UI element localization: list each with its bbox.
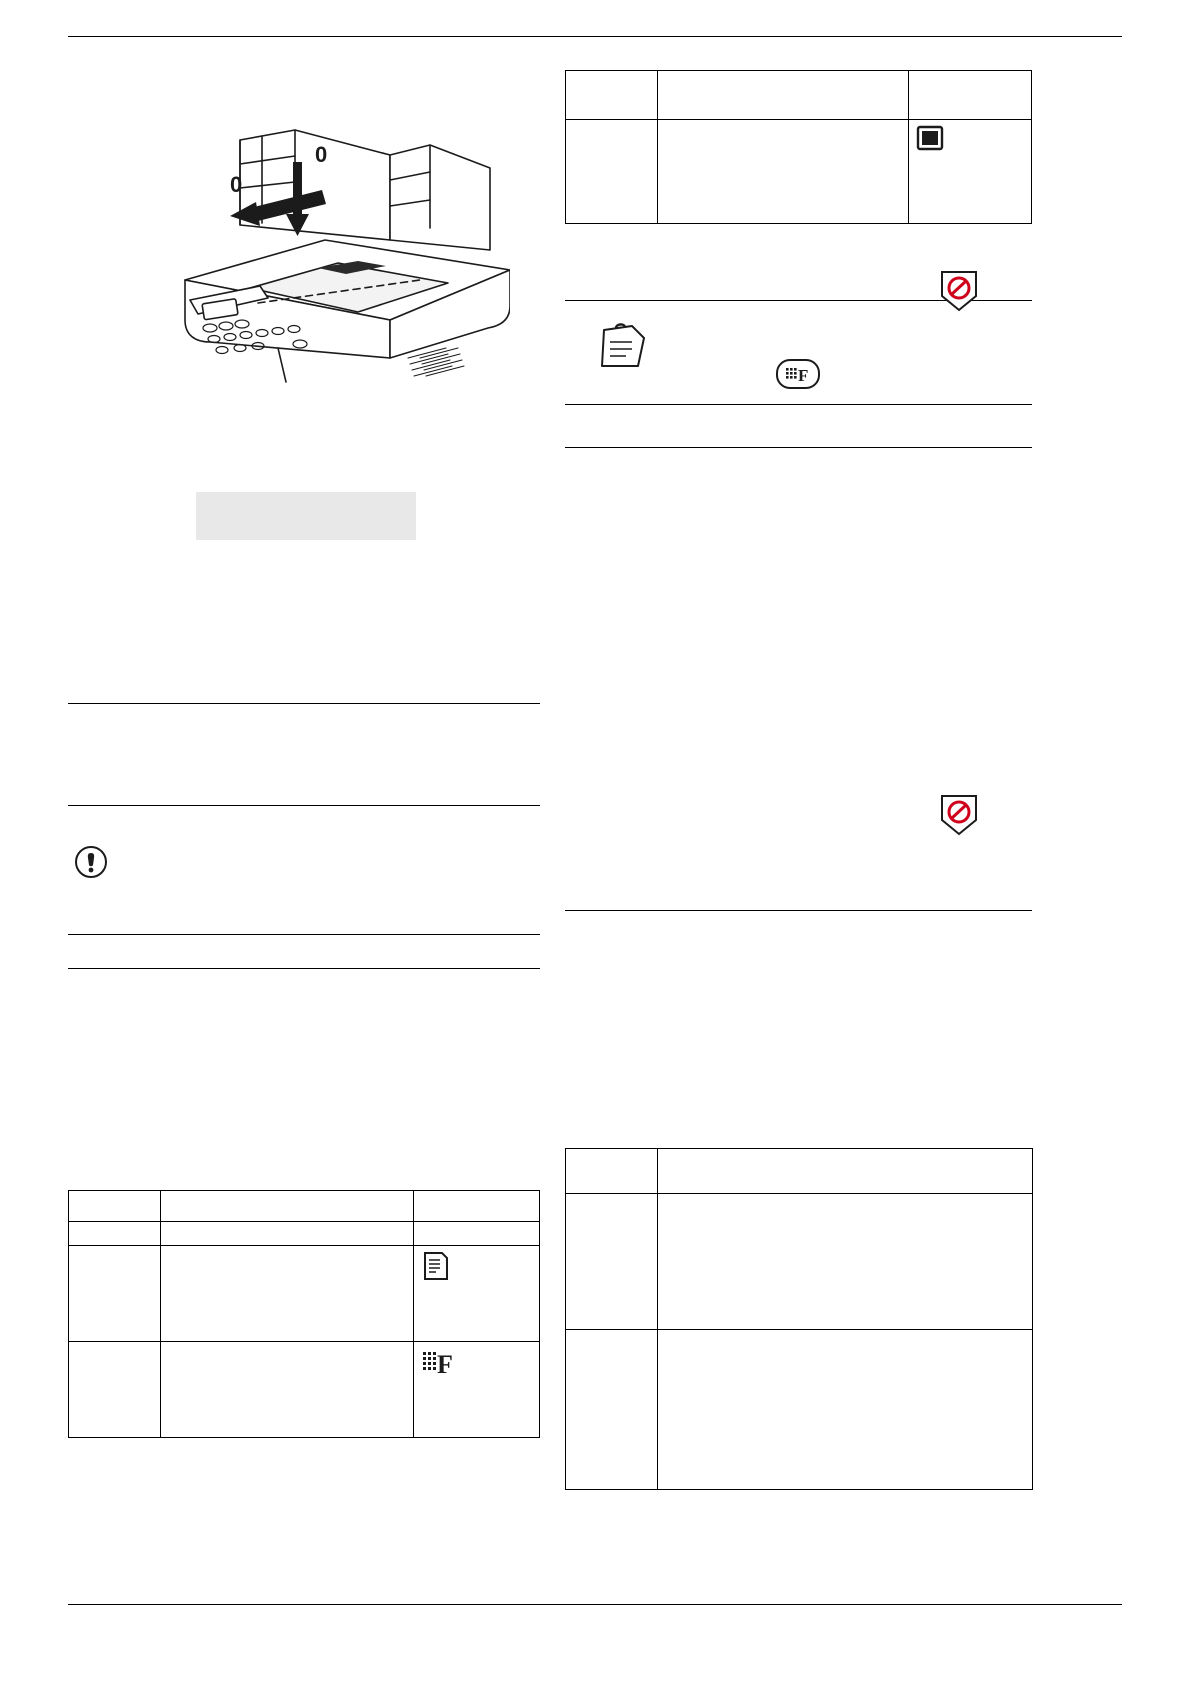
clipboard-note-icon — [592, 322, 652, 375]
table-icon-cell — [413, 1246, 539, 1342]
table-header-cell — [413, 1191, 539, 1222]
svg-text:F: F — [798, 366, 809, 385]
table-cell — [658, 120, 909, 224]
table-header-cell — [658, 1149, 1033, 1194]
table-header-cell — [69, 1191, 161, 1222]
table-cell — [658, 1330, 1033, 1490]
table-cell — [69, 1246, 161, 1342]
halftone-f-icon — [420, 1346, 454, 1381]
table-row — [566, 1330, 1033, 1490]
stop-icon — [936, 792, 982, 843]
table-cell — [566, 1194, 658, 1330]
table-row — [69, 1222, 540, 1246]
left-separator-3 — [68, 934, 540, 935]
display-sample-box — [196, 492, 416, 540]
page-top-rule — [68, 36, 1122, 37]
illustration-label-1: 0 — [315, 142, 328, 167]
table-row — [69, 1342, 540, 1438]
left-separator-2 — [68, 805, 540, 806]
resolution-table-top — [565, 70, 1032, 224]
table-header-row — [69, 1191, 540, 1222]
table-row — [566, 120, 1032, 224]
right-separator-3 — [565, 447, 1032, 448]
resolution-key-icon[interactable] — [775, 358, 821, 395]
table-header-cell — [908, 71, 1031, 120]
left-separator-4 — [68, 968, 540, 969]
table-header-row — [566, 1149, 1033, 1194]
svg-text:F: F — [436, 1350, 453, 1378]
table-cell — [566, 1330, 658, 1490]
left-separator-1 — [68, 703, 540, 704]
table-row — [69, 1246, 540, 1342]
table-header-row — [566, 71, 1032, 120]
right-separator-2 — [565, 404, 1032, 405]
text-document-icon — [420, 1250, 450, 1285]
table-cell — [161, 1342, 414, 1438]
scanner-illustration — [90, 120, 510, 400]
settings-table — [565, 1148, 1032, 1490]
table-header-cell — [658, 71, 909, 120]
table-cell — [161, 1222, 414, 1246]
table-icon-cell — [413, 1342, 539, 1438]
illustration-label-2: 0 — [230, 172, 243, 197]
table-cell — [161, 1246, 414, 1342]
table-row — [566, 1194, 1033, 1330]
table-cell — [566, 120, 658, 224]
caution-exclamation-icon — [74, 845, 108, 884]
contrast-table — [68, 1190, 540, 1438]
right-separator-4 — [565, 910, 1032, 911]
page-bottom-rule — [68, 1604, 1122, 1605]
table-header-cell — [566, 1149, 658, 1194]
table-cell — [69, 1342, 161, 1438]
table-icon-cell — [908, 120, 1031, 224]
table-cell — [413, 1222, 539, 1246]
stop-icon — [936, 268, 982, 319]
photo-icon — [915, 124, 945, 155]
table-header-cell — [566, 71, 658, 120]
table-cell — [658, 1194, 1033, 1330]
table-header-cell — [161, 1191, 414, 1222]
table-cell — [69, 1222, 161, 1246]
